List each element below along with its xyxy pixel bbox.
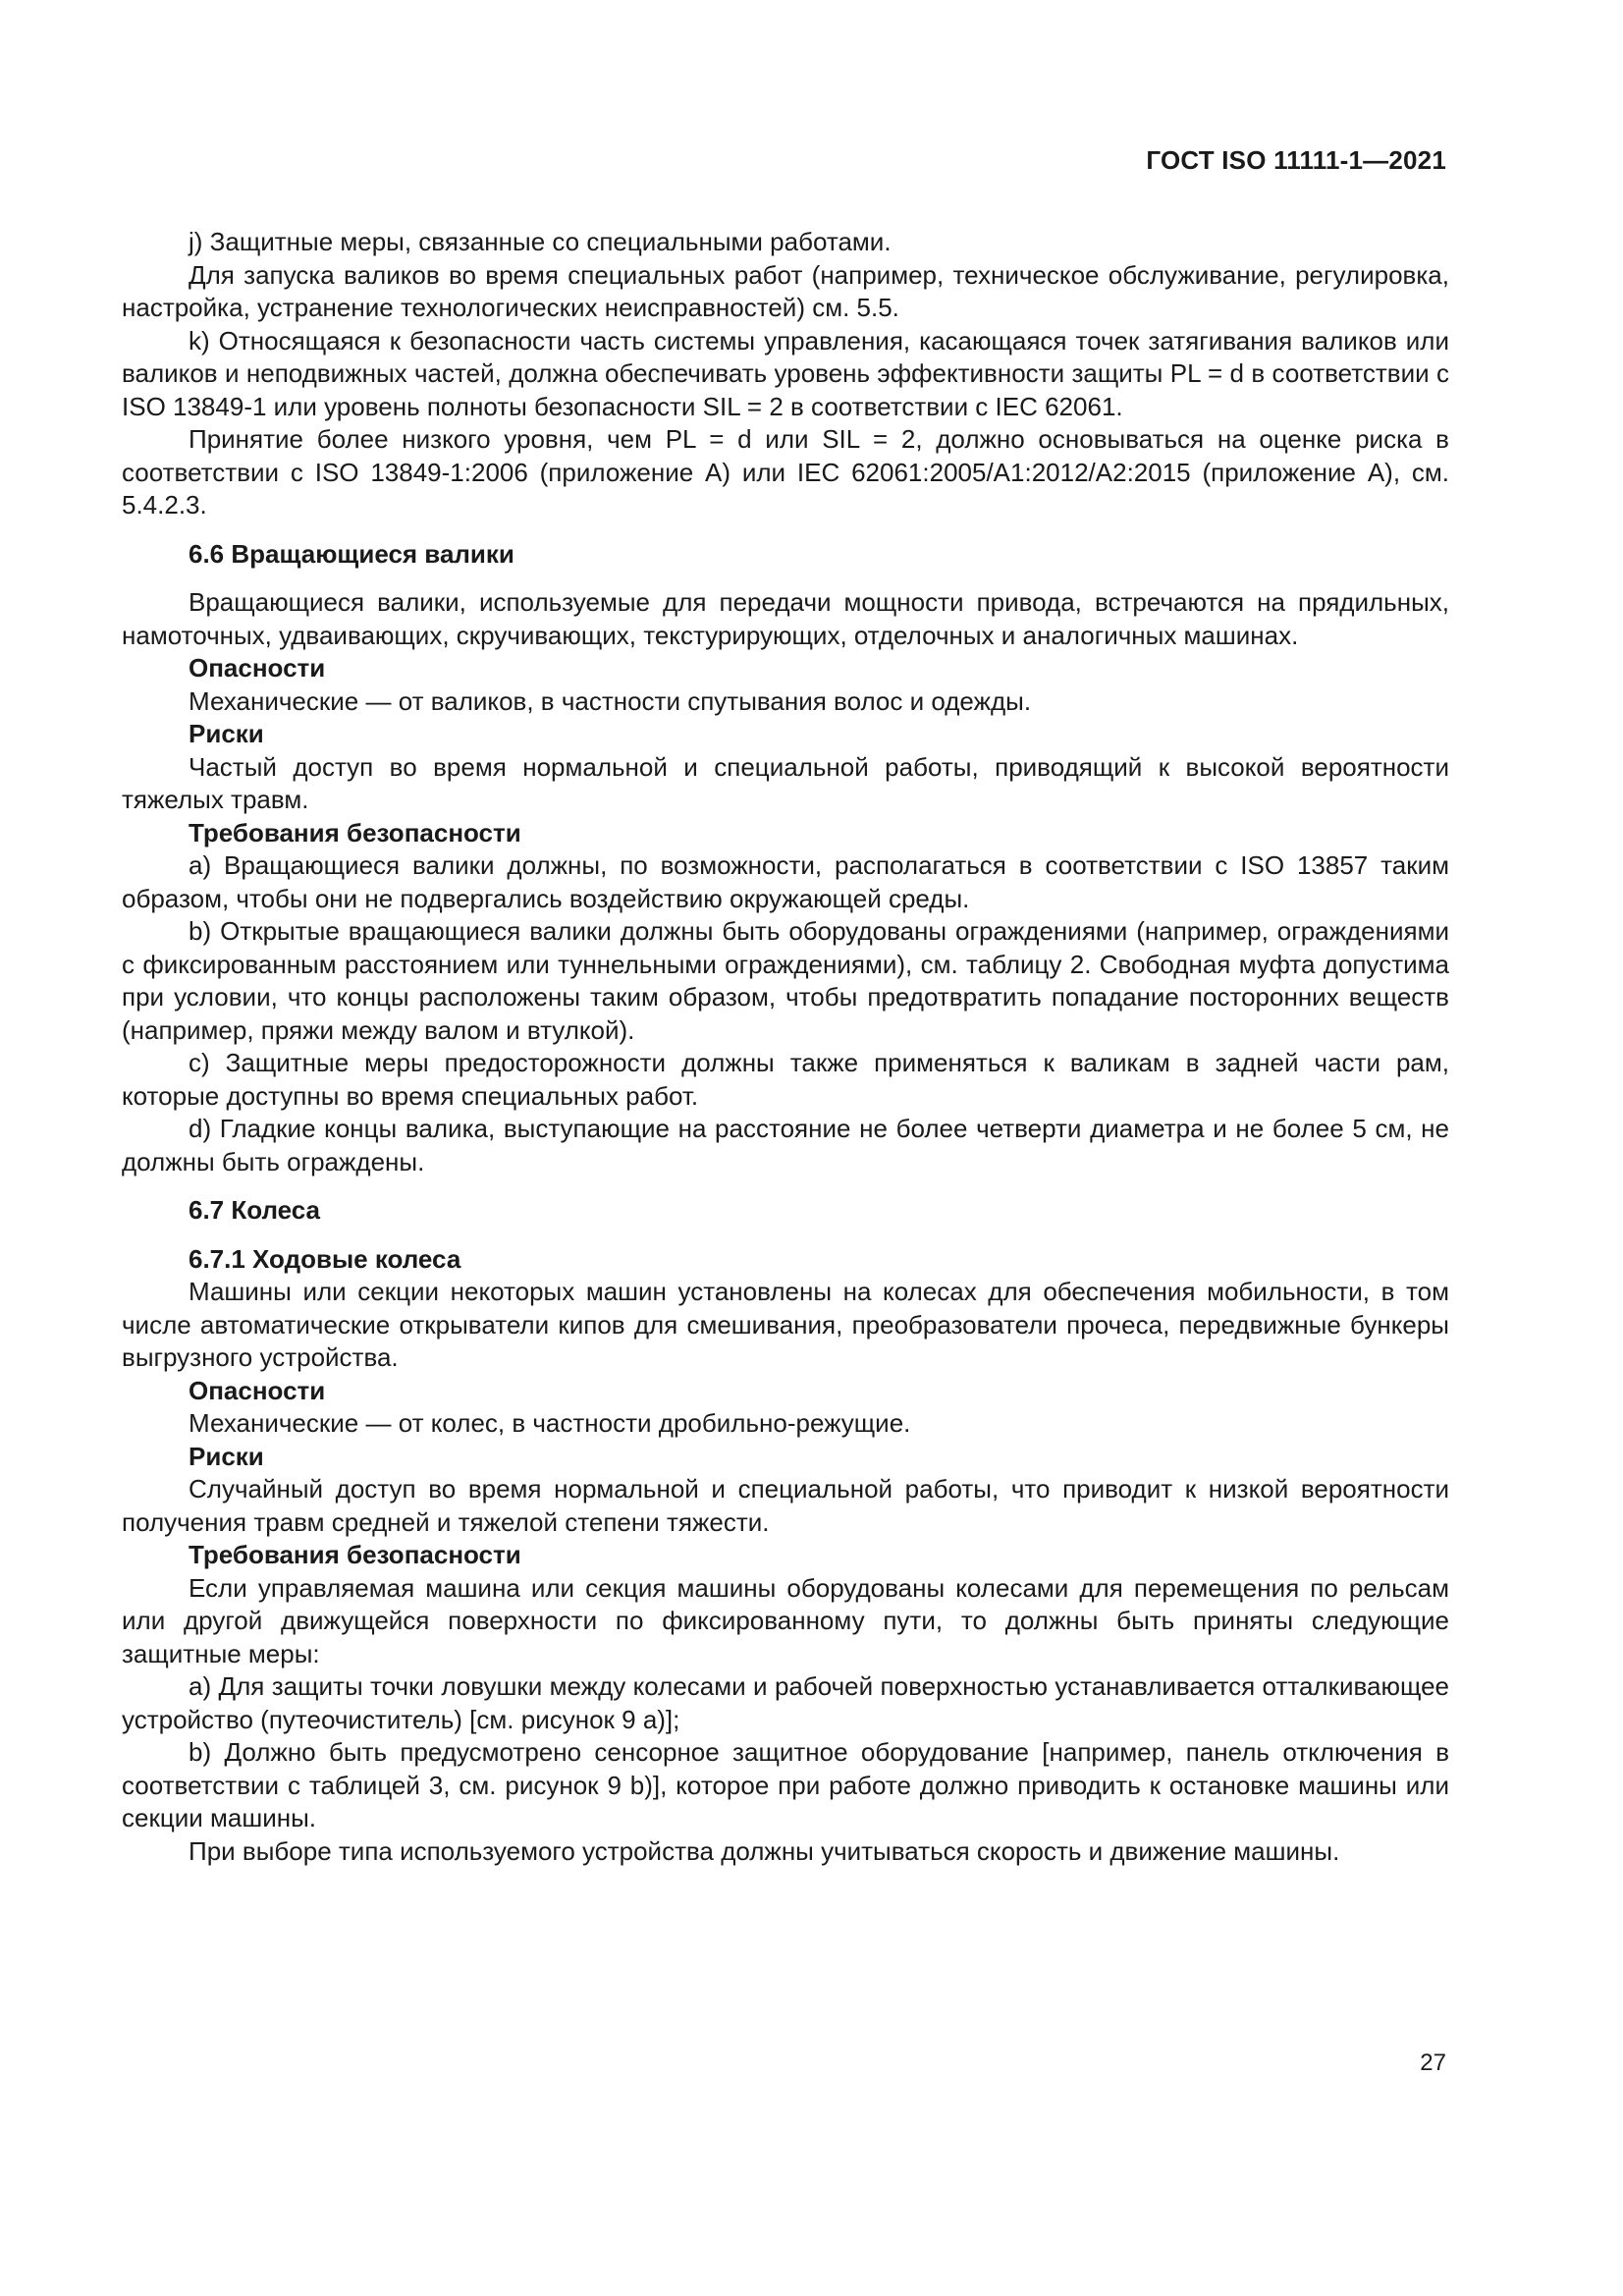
subheading-risks-wheels: Риски [189,1441,264,1471]
subheading-safety-requirements-wheels: Требования безопасности [189,1540,521,1569]
paragraph-risks: Частый доступ во время нормальной и специальной работы, приводящий к высокой вероятности тяжелых травм. [122,751,1449,814]
paragraph-req-c: c) Защитные меры предосторожности должны также применяться к валикам в задней части рам, которые доступны во время специальных работ. [122,1048,1449,1111]
paragraph-wheels-req-a: a) Для защиты точки ловушки между колесами и рабочей поверхностью устанавливается отталкивающее устройство (путеочиститель) [см. рисунок 9 a)]; [122,1671,1449,1734]
paragraph-j: j) Защитные меры, связанные со специальными работами. [189,227,892,256]
page-number: 27 [1420,2050,1446,2076]
paragraph-req-b: b) Открытые вращающиеся валики должны быть оборудованы ограждениями (например, ограждениями с фиксированным расстоянием или туннельными ограждениями), см. таблицу 2. Свободная муфта допустима при условии, что концы расположены таким образом, чтобы предотвратить попадание посторонних веществ (например, пряжи между валом и втулкой). [122,916,1449,1045]
paragraph-k: k) Относящаяся к безопасности часть системы управления, касающаяся точек затягивания валиков или валиков и неподвижных частей, должна обеспечивать уровень эффективности защиты PL = d в соответствии с ISO 13849-1 или уровень полноты безопасности SIL = 2 в соответствии с IEC 62061. [122,325,1449,421]
document-body [122,226,1449,1868]
subheading-safety-requirements: Требования безопасности [189,817,521,847]
paragraph-special-work-start: Для запуска валиков во время специальных работ (например, техническое обслуживание, регулировка, настройка, устранение технологических неисправностей) см. 5.5. [122,259,1449,322]
paragraph-wheels-conditions: Если управляемая машина или секция машины оборудованы колесами для перемещения по рельсам или другой движущейся поверхности по фиксированному пути, то должны быть приняты следующие защитные меры: [122,1572,1449,1668]
subheading-hazards-wheels: Опасности [189,1375,326,1405]
paragraph-rotating-rollers-intro: Вращающиеся валики, используемые для передачи мощности привода, встречаются на прядильных, намоточных, удваивающих, скручивающих, текстурирующих, отделочных и аналогичных машинах. [122,587,1449,650]
paragraph-wheels-intro: Машины или секции некоторых машин установлены на колесах для обеспечения мобильности, в том числе автоматические открыватели кипов для смешивания, преобразователи прочеса, передвижные бункеры выгрузного устройства. [122,1277,1449,1372]
subsection-heading-6-7-1: 6.7.1 Ходовые колеса [189,1243,461,1274]
paragraph-hazards: Механические — от валиков, в частности спутывания волос и одежды. [189,685,1032,716]
subheading-hazards: Опасности [189,653,326,683]
document-code-header: ГОСТ ISO 11111-1—2021 [1146,145,1446,175]
paragraph-req-a: a) Вращающиеся валики должны, по возможности, располагаться в соответствии с ISO 13857 таким образом, чтобы они не подвергались воздействию окружающей среды. [122,850,1449,913]
paragraph-wheels-req-b: b) Должно быть предусмотрено сенсорное защитное оборудование [например, панель отключения в соответствии с таблицей 3, см. рисунок 9 b)], которое при работе должно приводить к остановке машины или секции машины. [122,1737,1449,1832]
paragraph-req-d: d) Гладкие концы валика, выступающие на расстояние не более четверти диаметра и не более 5 см, не должны быть ограждены. [122,1114,1449,1176]
paragraph-lower-level: Принятие более низкого уровня, чем PL = d или SIL = 2, должно основываться на оценке риска в соответствии с ISO 13849-1:2006 (приложение A) или IEC 62061:2005/A1:2012/A2:2015 (приложение A), см. 5.4.2.3. [122,424,1449,519]
section-heading-6-7: 6.7 Колеса [189,1195,320,1225]
section-heading-6-6: 6.6 Вращающиеся валики [189,538,514,569]
paragraph-device-choice: При выборе типа используемого устройства должны учитываться скорость и движение машины. [189,1835,1340,1866]
subheading-risks: Риски [189,719,264,748]
paragraph-hazards-wheels: Механические — от колес, в частности дробильно-режущие. [189,1408,911,1438]
paragraph-risks-wheels: Случайный доступ во время нормальной и специальной работы, что приводит к низкой вероятности получения травм средней и тяжелой степени тяжести. [122,1474,1449,1537]
